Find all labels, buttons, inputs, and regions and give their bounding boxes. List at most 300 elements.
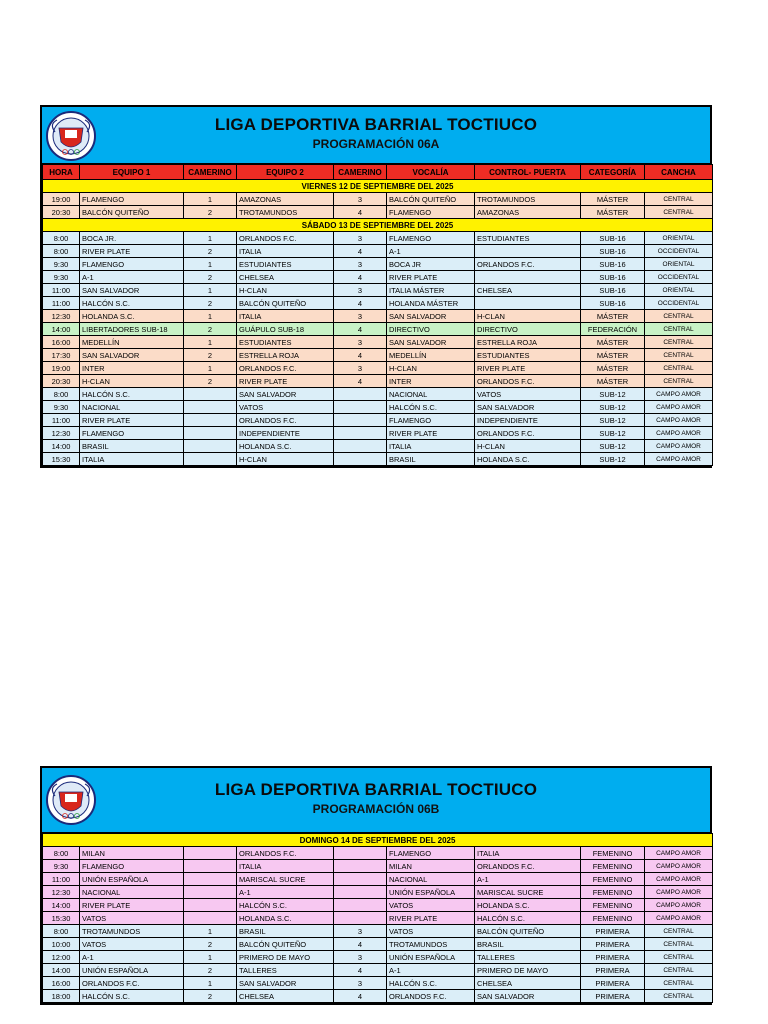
cell-camerino-2: 4 xyxy=(334,349,387,362)
cell-equipo-2: ORLANDOS F.C. xyxy=(237,362,334,375)
cell-equipo-1: FLAMENGO xyxy=(80,427,184,440)
cell-categoria: FEMENINO xyxy=(581,847,645,860)
cell-control-puerta xyxy=(475,297,581,310)
cell-equipo-1: FLAMENGO xyxy=(80,193,184,206)
cell-camerino-2: 4 xyxy=(334,938,387,951)
cell-cancha: CENTRAL xyxy=(645,349,713,362)
table-row xyxy=(43,860,713,873)
cell-cancha: CENTRAL xyxy=(645,925,713,938)
cell-hora: 8:00 xyxy=(43,925,80,938)
cell-cancha: OCCIDENTAL xyxy=(645,245,713,258)
header-camerino-1: CAMERINO xyxy=(184,165,237,180)
cell-cancha: ORIENTAL xyxy=(645,232,713,245)
cell-equipo-1: UNIÓN ESPAÑOLA xyxy=(80,964,184,977)
cell-equipo-1: H-CLAN xyxy=(80,375,184,388)
table-row xyxy=(43,258,713,271)
table-row xyxy=(43,362,713,375)
cell-equipo-1: BALCÓN QUITEÑO xyxy=(80,206,184,219)
header-camerino-2: CAMERINO xyxy=(334,165,387,180)
cell-control-puerta: BRASIL xyxy=(475,938,581,951)
table-row xyxy=(43,847,713,860)
cell-camerino-1: 1 xyxy=(184,977,237,990)
cell-equipo-2: AMAZONAS xyxy=(237,193,334,206)
cell-hora: 15:30 xyxy=(43,453,80,466)
header-hora: HORA xyxy=(43,165,80,180)
table-row xyxy=(43,375,713,388)
cell-categoria: MÁSTER xyxy=(581,336,645,349)
cell-vocalia: ITALIA MÁSTER xyxy=(387,284,475,297)
cell-camerino-1 xyxy=(184,427,237,440)
cell-camerino-2: 4 xyxy=(334,297,387,310)
header-equipo-2: EQUIPO 2 xyxy=(237,165,334,180)
cell-categoria: FEMENINO xyxy=(581,886,645,899)
cell-categoria: FEMENINO xyxy=(581,912,645,925)
cell-categoria: PRIMERA xyxy=(581,951,645,964)
cell-equipo-2: PRIMERO DE MAYO xyxy=(237,951,334,964)
day-label: VIERNES 12 DE SEPTIEMBRE DEL 2025 xyxy=(43,180,713,193)
cell-equipo-2: MARISCAL SUCRE xyxy=(237,873,334,886)
cell-camerino-1 xyxy=(184,860,237,873)
cell-cancha: OCCIDENTAL xyxy=(645,297,713,310)
cell-camerino-2 xyxy=(334,414,387,427)
cell-categoria: SUB-12 xyxy=(581,388,645,401)
cell-control-puerta: ORLANDOS F.C. xyxy=(475,375,581,388)
cell-hora: 12:30 xyxy=(43,310,80,323)
cell-vocalia: FLAMENGO xyxy=(387,847,475,860)
cell-camerino-1: 1 xyxy=(184,925,237,938)
cell-categoria: MÁSTER xyxy=(581,206,645,219)
cell-hora: 11:00 xyxy=(43,414,80,427)
cell-camerino-1: 2 xyxy=(184,245,237,258)
cell-camerino-2 xyxy=(334,388,387,401)
cell-control-puerta: TALLERES xyxy=(475,951,581,964)
cell-vocalia: UNIÓN ESPAÑOLA xyxy=(387,951,475,964)
day-label: DOMINGO 14 DE SEPTIEMBRE DEL 2025 xyxy=(43,834,713,847)
cell-equipo-2: ORLANDOS F.C. xyxy=(237,414,334,427)
cell-hora: 19:00 xyxy=(43,362,80,375)
cell-hora: 12:30 xyxy=(43,886,80,899)
cell-camerino-2: 4 xyxy=(334,245,387,258)
cell-camerino-2: 3 xyxy=(334,232,387,245)
cell-vocalia: BRASIL xyxy=(387,453,475,466)
cell-equipo-1: HALCÓN S.C. xyxy=(80,388,184,401)
cell-camerino-1 xyxy=(184,388,237,401)
cell-equipo-1: UNIÓN ESPAÑOLA xyxy=(80,873,184,886)
table-row xyxy=(43,232,713,245)
table-row xyxy=(43,193,713,206)
cell-control-puerta: HALCÓN S.C. xyxy=(475,912,581,925)
cell-vocalia: HALCÓN S.C. xyxy=(387,401,475,414)
cell-cancha: CENTRAL xyxy=(645,206,713,219)
cell-cancha: CAMPO AMOR xyxy=(645,440,713,453)
cell-hora: 14:00 xyxy=(43,964,80,977)
cell-camerino-1 xyxy=(184,414,237,427)
cell-equipo-2: SAN SALVADOR xyxy=(237,977,334,990)
schedule-body xyxy=(43,834,713,1003)
cell-camerino-2 xyxy=(334,401,387,414)
table-row xyxy=(43,899,713,912)
cell-cancha: CENTRAL xyxy=(645,990,713,1003)
table-row xyxy=(43,912,713,925)
cell-categoria: FEMENINO xyxy=(581,860,645,873)
cell-cancha: CENTRAL xyxy=(645,362,713,375)
cell-hora: 12:00 xyxy=(43,951,80,964)
schedule-body xyxy=(43,180,713,466)
cell-control-puerta: ESTUDIANTES xyxy=(475,349,581,362)
table-row xyxy=(43,440,713,453)
cell-equipo-1: RIVER PLATE xyxy=(80,245,184,258)
program-subtitle: PROGRAMACIÓN 06A xyxy=(312,137,440,151)
cell-equipo-2: BRASIL xyxy=(237,925,334,938)
cell-camerino-1: 2 xyxy=(184,964,237,977)
cell-camerino-1: 2 xyxy=(184,297,237,310)
cell-equipo-2: H-CLAN xyxy=(237,284,334,297)
table-row xyxy=(43,310,713,323)
cell-camerino-2: 3 xyxy=(334,258,387,271)
cell-categoria: SUB-12 xyxy=(581,401,645,414)
cell-vocalia: VATOS xyxy=(387,925,475,938)
header-cancha: CANCHA xyxy=(645,165,713,180)
cell-categoria: MÁSTER xyxy=(581,193,645,206)
cell-equipo-1: TROTAMUNDOS xyxy=(80,925,184,938)
cell-equipo-1: ITALIA xyxy=(80,453,184,466)
cell-vocalia: SAN SALVADOR xyxy=(387,336,475,349)
table-row xyxy=(43,873,713,886)
cell-equipo-2: ITALIA xyxy=(237,310,334,323)
cell-equipo-1: VATOS xyxy=(80,912,184,925)
cell-camerino-2: 3 xyxy=(334,284,387,297)
cell-cancha: CAMPO AMOR xyxy=(645,453,713,466)
schedule-table xyxy=(42,164,713,466)
cell-equipo-2: ITALIA xyxy=(237,245,334,258)
cell-camerino-1: 2 xyxy=(184,349,237,362)
cell-equipo-2: ITALIA xyxy=(237,860,334,873)
table-row xyxy=(43,951,713,964)
cell-cancha: CENTRAL xyxy=(645,310,713,323)
cell-categoria: FEMENINO xyxy=(581,873,645,886)
cell-equipo-1: INTER xyxy=(80,362,184,375)
cell-vocalia: RIVER PLATE xyxy=(387,912,475,925)
cell-cancha: OCCIDENTAL xyxy=(645,271,713,284)
cell-categoria: SUB-12 xyxy=(581,427,645,440)
sheet-banner xyxy=(42,107,710,164)
cell-control-puerta: ESTRELLA ROJA xyxy=(475,336,581,349)
cell-camerino-1: 2 xyxy=(184,990,237,1003)
cell-cancha: CENTRAL xyxy=(645,336,713,349)
cell-vocalia: RIVER PLATE xyxy=(387,427,475,440)
cell-camerino-1: 1 xyxy=(184,362,237,375)
cell-equipo-1: MILAN xyxy=(80,847,184,860)
cell-camerino-1: 1 xyxy=(184,310,237,323)
table-row xyxy=(43,938,713,951)
header-control-puerta: CONTROL- PUERTA xyxy=(475,165,581,180)
cell-camerino-1: 2 xyxy=(184,938,237,951)
cell-equipo-2: HOLANDA S.C. xyxy=(237,440,334,453)
cell-cancha: CAMPO AMOR xyxy=(645,886,713,899)
table-row xyxy=(43,284,713,297)
cell-equipo-2: BALCÓN QUITEÑO xyxy=(237,938,334,951)
table-header-row xyxy=(43,165,713,180)
cell-equipo-1: ORLANDOS F.C. xyxy=(80,977,184,990)
cell-hora: 9:30 xyxy=(43,271,80,284)
cell-categoria: PRIMERA xyxy=(581,977,645,990)
header-categoria: CATEGORÍA xyxy=(581,165,645,180)
cell-equipo-1: LIBERTADORES SUB-18 xyxy=(80,323,184,336)
cell-hora: 12:30 xyxy=(43,427,80,440)
cell-categoria: PRIMERA xyxy=(581,938,645,951)
cell-cancha: CAMPO AMOR xyxy=(645,427,713,440)
cell-hora: 16:00 xyxy=(43,336,80,349)
cell-camerino-2: 3 xyxy=(334,951,387,964)
cell-categoria: PRIMERA xyxy=(581,925,645,938)
cell-equipo-1: FLAMENGO xyxy=(80,860,184,873)
cell-cancha: CAMPO AMOR xyxy=(645,899,713,912)
sheet-banner xyxy=(42,768,710,833)
cell-hora: 10:00 xyxy=(43,938,80,951)
table-row xyxy=(43,453,713,466)
schedule-table xyxy=(42,833,713,1003)
cell-equipo-1: VATOS xyxy=(80,938,184,951)
cell-camerino-1: 2 xyxy=(184,271,237,284)
cell-equipo-2: CHELSEA xyxy=(237,271,334,284)
cell-equipo-1: SAN SALVADOR xyxy=(80,349,184,362)
cell-cancha: ORIENTAL xyxy=(645,258,713,271)
cell-camerino-1: 1 xyxy=(184,193,237,206)
program-subtitle: PROGRAMACIÓN 06B xyxy=(312,802,440,816)
cell-control-puerta: DIRECTIVO xyxy=(475,323,581,336)
cell-equipo-2: SAN SALVADOR xyxy=(237,388,334,401)
cell-control-puerta: TROTAMUNDOS xyxy=(475,193,581,206)
cell-equipo-2: A-1 xyxy=(237,886,334,899)
cell-camerino-2: 4 xyxy=(334,990,387,1003)
cell-categoria: SUB-12 xyxy=(581,453,645,466)
cell-vocalia: FLAMENGO xyxy=(387,232,475,245)
cell-camerino-2 xyxy=(334,453,387,466)
cell-equipo-2: ESTUDIANTES xyxy=(237,336,334,349)
cell-vocalia: FLAMENGO xyxy=(387,414,475,427)
cell-cancha: CAMPO AMOR xyxy=(645,414,713,427)
cell-cancha: CENTRAL xyxy=(645,964,713,977)
cell-control-puerta: BALCÓN QUITEÑO xyxy=(475,925,581,938)
header-equipo-1: EQUIPO 1 xyxy=(80,165,184,180)
cell-control-puerta: INDEPENDIENTE xyxy=(475,414,581,427)
cell-cancha: CENTRAL xyxy=(645,977,713,990)
cell-cancha: CENTRAL xyxy=(645,375,713,388)
cell-hora: 8:00 xyxy=(43,388,80,401)
cell-camerino-2: 3 xyxy=(334,336,387,349)
cell-cancha: CAMPO AMOR xyxy=(645,401,713,414)
cell-camerino-2: 4 xyxy=(334,964,387,977)
cell-control-puerta: SAN SALVADOR xyxy=(475,401,581,414)
table-row xyxy=(43,297,713,310)
cell-camerino-1 xyxy=(184,873,237,886)
cell-equipo-2: H-CLAN xyxy=(237,453,334,466)
cell-equipo-2: CHELSEA xyxy=(237,990,334,1003)
cell-vocalia: H-CLAN xyxy=(387,362,475,375)
cell-vocalia: INTER xyxy=(387,375,475,388)
cell-equipo-1: HOLANDA S.C. xyxy=(80,310,184,323)
cell-camerino-1 xyxy=(184,453,237,466)
cell-categoria: SUB-16 xyxy=(581,245,645,258)
cell-camerino-2 xyxy=(334,873,387,886)
cell-camerino-2: 3 xyxy=(334,193,387,206)
cell-camerino-2 xyxy=(334,860,387,873)
table-row xyxy=(43,401,713,414)
cell-cancha: CAMPO AMOR xyxy=(645,847,713,860)
cell-equipo-1: MEDELLÍN xyxy=(80,336,184,349)
cell-cancha: ORIENTAL xyxy=(645,284,713,297)
league-title: LIGA DEPORTIVA BARRIAL TOCTIUCO xyxy=(214,115,538,134)
table-row xyxy=(43,388,713,401)
cell-hora: 14:00 xyxy=(43,323,80,336)
cell-vocalia: MILAN xyxy=(387,860,475,873)
day-label: SÁBADO 13 DE SEPTIEMBRE DEL 2025 xyxy=(43,219,713,232)
cell-control-puerta xyxy=(475,271,581,284)
cell-categoria: SUB-16 xyxy=(581,297,645,310)
cell-control-puerta: HOLANDA S.C. xyxy=(475,899,581,912)
cell-cancha: CAMPO AMOR xyxy=(645,388,713,401)
cell-cancha: CAMPO AMOR xyxy=(645,912,713,925)
cell-cancha: CENTRAL xyxy=(645,951,713,964)
cell-camerino-2: 4 xyxy=(334,375,387,388)
cell-control-puerta: H-CLAN xyxy=(475,310,581,323)
cell-camerino-1 xyxy=(184,847,237,860)
cell-vocalia: RIVER PLATE xyxy=(387,271,475,284)
cell-equipo-1: A-1 xyxy=(80,951,184,964)
cell-vocalia: HALCÓN S.C. xyxy=(387,977,475,990)
cell-categoria: SUB-16 xyxy=(581,232,645,245)
cell-camerino-2 xyxy=(334,440,387,453)
cell-vocalia: NACIONAL xyxy=(387,873,475,886)
cell-control-puerta: A-1 xyxy=(475,873,581,886)
cell-categoria: SUB-16 xyxy=(581,284,645,297)
cell-equipo-2: GUÁPULO SUB-18 xyxy=(237,323,334,336)
cell-hora: 8:00 xyxy=(43,847,80,860)
cell-equipo-2: BALCÓN QUITEÑO xyxy=(237,297,334,310)
table-row xyxy=(43,990,713,1003)
cell-camerino-2: 3 xyxy=(334,310,387,323)
cell-control-puerta xyxy=(475,245,581,258)
cell-categoria: SUB-12 xyxy=(581,440,645,453)
cell-vocalia: MEDELLÍN xyxy=(387,349,475,362)
cell-camerino-1 xyxy=(184,912,237,925)
table-row xyxy=(43,414,713,427)
schedule-sheet-06b xyxy=(40,766,712,1005)
cell-camerino-1 xyxy=(184,440,237,453)
cell-hora: 11:00 xyxy=(43,297,80,310)
cell-equipo-2: TALLERES xyxy=(237,964,334,977)
cell-vocalia: A-1 xyxy=(387,964,475,977)
cell-equipo-1: A-1 xyxy=(80,271,184,284)
cell-equipo-2: ORLANDOS F.C. xyxy=(237,232,334,245)
cell-cancha: CENTRAL xyxy=(645,938,713,951)
cell-hora: 9:30 xyxy=(43,860,80,873)
cell-control-puerta: ESTUDIANTES xyxy=(475,232,581,245)
cell-camerino-1: 1 xyxy=(184,951,237,964)
cell-hora: 20:30 xyxy=(43,375,80,388)
cell-vocalia: ORLANDOS F.C. xyxy=(387,990,475,1003)
cell-hora: 9:30 xyxy=(43,258,80,271)
cell-camerino-2: 4 xyxy=(334,271,387,284)
cell-camerino-1: 1 xyxy=(184,232,237,245)
cell-equipo-1: FLAMENGO xyxy=(80,258,184,271)
cell-control-puerta: H-CLAN xyxy=(475,440,581,453)
cell-camerino-2: 4 xyxy=(334,323,387,336)
table-row xyxy=(43,427,713,440)
cell-categoria: FEDERACIÓN xyxy=(581,323,645,336)
cell-equipo-2: INDEPENDIENTE xyxy=(237,427,334,440)
cell-categoria: PRIMERA xyxy=(581,990,645,1003)
cell-hora: 11:00 xyxy=(43,873,80,886)
table-row xyxy=(43,323,713,336)
cell-camerino-2: 4 xyxy=(334,206,387,219)
cell-control-puerta: HOLANDA S.C. xyxy=(475,453,581,466)
cell-camerino-1: 2 xyxy=(184,323,237,336)
day-header-row xyxy=(43,219,713,232)
cell-vocalia: NACIONAL xyxy=(387,388,475,401)
cell-categoria: SUB-12 xyxy=(581,414,645,427)
cell-camerino-1 xyxy=(184,401,237,414)
header-vocalia: VOCALÍA xyxy=(387,165,475,180)
cell-camerino-1: 2 xyxy=(184,375,237,388)
cell-camerino-1: 1 xyxy=(184,336,237,349)
cell-vocalia: TROTAMUNDOS xyxy=(387,938,475,951)
cell-categoria: MÁSTER xyxy=(581,349,645,362)
cell-camerino-2: 3 xyxy=(334,925,387,938)
table-row xyxy=(43,206,713,219)
cell-vocalia: BOCA JR xyxy=(387,258,475,271)
cell-cancha: CENTRAL xyxy=(645,193,713,206)
cell-equipo-2: HOLANDA S.C. xyxy=(237,912,334,925)
cell-control-puerta: SAN SALVADOR xyxy=(475,990,581,1003)
cell-hora: 19:00 xyxy=(43,193,80,206)
cell-control-puerta: RIVER PLATE xyxy=(475,362,581,375)
cell-vocalia: VATOS xyxy=(387,899,475,912)
cell-categoria: PRIMERA xyxy=(581,964,645,977)
cell-control-puerta: CHELSEA xyxy=(475,977,581,990)
table-row xyxy=(43,349,713,362)
cell-control-puerta: PRIMERO DE MAYO xyxy=(475,964,581,977)
cell-equipo-1: NACIONAL xyxy=(80,886,184,899)
cell-equipo-1: HALCÓN S.C. xyxy=(80,990,184,1003)
cell-equipo-2: RIVER PLATE xyxy=(237,375,334,388)
table-row xyxy=(43,271,713,284)
cell-equipo-1: RIVER PLATE xyxy=(80,899,184,912)
cell-cancha: CAMPO AMOR xyxy=(645,873,713,886)
cell-equipo-1: HALCÓN S.C. xyxy=(80,297,184,310)
cell-camerino-2 xyxy=(334,847,387,860)
cell-categoria: FEMENINO xyxy=(581,899,645,912)
cell-camerino-2 xyxy=(334,427,387,440)
cell-control-puerta: ORLANDOS F.C. xyxy=(475,860,581,873)
cell-hora: 8:00 xyxy=(43,245,80,258)
cell-equipo-1: NACIONAL xyxy=(80,401,184,414)
cell-equipo-2: ESTUDIANTES xyxy=(237,258,334,271)
cell-camerino-1: 2 xyxy=(184,206,237,219)
cell-hora: 14:00 xyxy=(43,440,80,453)
table-row xyxy=(43,886,713,899)
table-row xyxy=(43,925,713,938)
table-row xyxy=(43,336,713,349)
cell-categoria: MÁSTER xyxy=(581,310,645,323)
cell-hora: 16:00 xyxy=(43,977,80,990)
cell-vocalia: BALCÓN QUITEÑO xyxy=(387,193,475,206)
cell-equipo-1: BOCA JR. xyxy=(80,232,184,245)
cell-hora: 15:30 xyxy=(43,912,80,925)
cell-vocalia: ITALIA xyxy=(387,440,475,453)
cell-equipo-1: RIVER PLATE xyxy=(80,414,184,427)
cell-equipo-1: BRASIL xyxy=(80,440,184,453)
